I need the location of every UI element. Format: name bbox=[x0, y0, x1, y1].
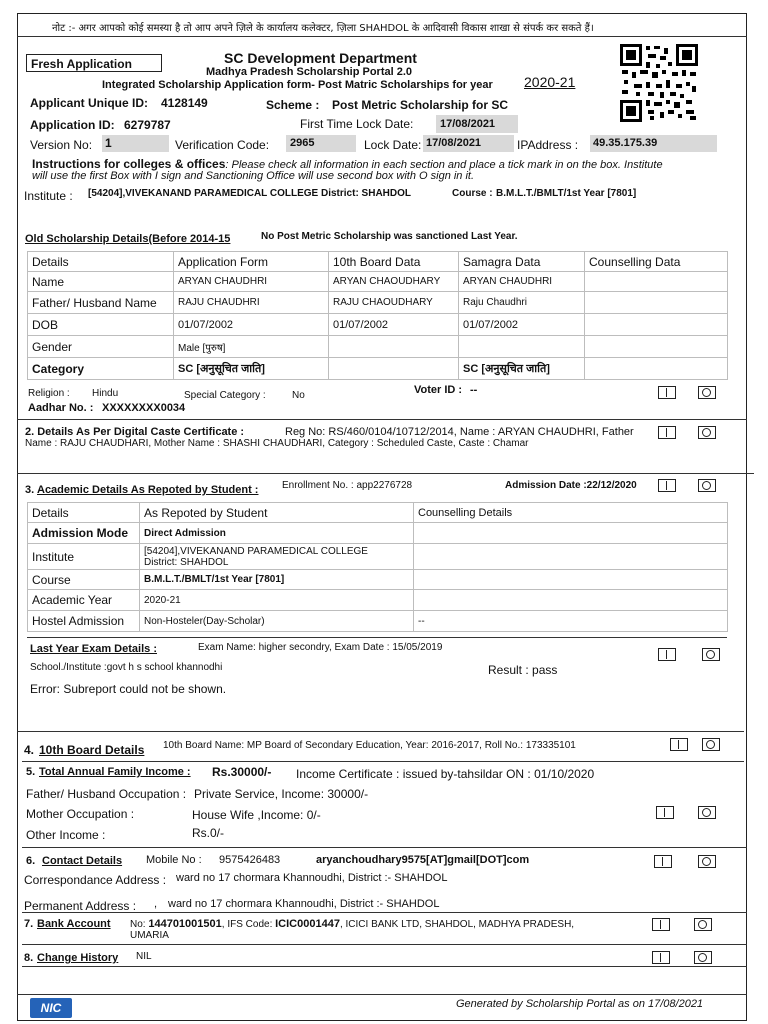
caste-certificate-line2: Name : RAJU CHAUDHARI, Mother Name : SHASHI CHAUDHARI, Category : Scheduled Caste, Caste : Chamar bbox=[25, 438, 529, 449]
academic-row-label: Admission Mode bbox=[28, 523, 140, 544]
old-scholarship-note: No Post Metric Scholarship was sanctioned Last Year. bbox=[261, 231, 518, 242]
ifs-label: , IFS Code: bbox=[221, 919, 273, 930]
ip-value: 49.35.175.39 bbox=[590, 135, 717, 152]
academic-row-label: Hostel Admission bbox=[28, 611, 140, 632]
old-scholarship-title: Old Scholarship Details(Before 2014-15 bbox=[25, 233, 231, 245]
last-exam-details: Exam Name: higher secondry, Exam Date : 15/05/2019 bbox=[198, 642, 443, 653]
lock-date-label: Lock Date: bbox=[364, 138, 422, 152]
details-cell bbox=[459, 336, 585, 358]
permanent-separator: , bbox=[154, 898, 158, 910]
academic-table bbox=[27, 502, 728, 632]
details-cell: ARYAN CHAOUDHARY bbox=[329, 272, 459, 292]
institute-check-box[interactable] bbox=[658, 479, 676, 492]
enrollment-number: Enrollment No. : app2276728 bbox=[282, 480, 413, 491]
academic-row-label: Academic Year bbox=[28, 590, 140, 611]
bank-account-number: 144701001501 bbox=[148, 918, 222, 930]
instructions-title: Instructions for colleges & offices bbox=[32, 157, 226, 171]
details-cell: RAJU CHAUDHRI bbox=[174, 292, 329, 314]
first-lock-label: First Time Lock Date: bbox=[300, 117, 414, 131]
institute-value: [54204],VIVEKANAND PARAMEDICAL COLLEGE District: SHAHDOL bbox=[88, 188, 412, 199]
details-cell: ARYAN CHAUDHRI bbox=[174, 272, 329, 292]
subreport-error: Error: Subreport could not be shown. bbox=[30, 682, 227, 696]
verification-label: Verification Code: bbox=[175, 138, 270, 152]
academic-header-student: As Repoted by Student bbox=[140, 503, 414, 523]
mother-occupation-label: Mother Occupation : bbox=[26, 807, 135, 821]
caste-certificate-line1: Reg No: RS/460/0104/10712/2014, Name : ARYAN CHAUDHRI, Father bbox=[285, 426, 634, 438]
instructions-line2: will use the first Box with I sign and Sanctioning Office will use second box with O sign in it. bbox=[32, 170, 475, 182]
institute-check-box[interactable] bbox=[670, 738, 688, 751]
change-history-value: NIL bbox=[136, 951, 152, 962]
notice-text: नोट :- अगर आपको कोई समस्या है तो आप अपने ज़िले के कार्यालय कलेक्टर, ज़िला SHAHDOL के आदिवासी विकास शाखा से संपर्क कर सकते हैं। bbox=[52, 23, 594, 34]
details-cell: 01/07/2002 bbox=[459, 314, 585, 336]
details-header-application-form: Application Form bbox=[174, 252, 329, 272]
details-table bbox=[27, 251, 728, 380]
income-certificate: Income Certificate : issued by-tahsildar ON : 01/10/2020 bbox=[296, 767, 595, 781]
voter-id-label: Voter ID : bbox=[414, 384, 463, 396]
bank-name: , ICICI BANK LTD, SHAHDOL, MADHYA PRADESH, bbox=[339, 919, 575, 930]
version-value: 1 bbox=[102, 135, 169, 152]
unique-id-label: Applicant Unique ID: bbox=[30, 96, 148, 110]
office-check-box[interactable] bbox=[698, 386, 716, 399]
religion-value: Hindu bbox=[92, 388, 119, 399]
details-cell bbox=[585, 292, 728, 314]
details-header-10th-board: 10th Board Data bbox=[329, 252, 459, 272]
other-income-value: Rs.0/- bbox=[192, 826, 225, 840]
office-check-box[interactable] bbox=[694, 918, 712, 931]
religion-label: Religion : bbox=[28, 388, 70, 399]
details-cell: SC [अनुसूचित जाति] bbox=[174, 358, 329, 380]
special-category-label: Special Category : bbox=[184, 390, 266, 401]
details-cell bbox=[585, 358, 728, 380]
voter-id-value: -- bbox=[470, 384, 478, 396]
office-check-box[interactable] bbox=[698, 855, 716, 868]
ifs-code: ICIC0001447 bbox=[275, 918, 340, 930]
institute-check-box[interactable] bbox=[654, 855, 672, 868]
application-id-value: 6279787 bbox=[124, 118, 171, 132]
last-exam-result: Result : pass bbox=[488, 663, 558, 677]
version-label: Version No: bbox=[30, 138, 93, 152]
other-income-label: Other Income : bbox=[26, 828, 106, 842]
tenth-board-details: 10th Board Name: MP Board of Secondary Education, Year: 2016-2017, Roll No.: 173335101 bbox=[163, 740, 576, 751]
verification-code: 2965 bbox=[286, 135, 356, 152]
permanent-label: Permanent Address : bbox=[24, 899, 137, 913]
contact-prefix: 6. bbox=[26, 855, 36, 867]
father-occupation-value: Private Service, Income: 30000/- bbox=[194, 787, 369, 801]
details-cell: ARYAN CHAUDHRI bbox=[459, 272, 585, 292]
details-cell bbox=[585, 272, 728, 292]
last-exam-title: Last Year Exam Details : bbox=[30, 643, 157, 655]
details-row-label: Father/ Husband Name bbox=[28, 292, 174, 314]
tenth-board-title: 10th Board Details bbox=[39, 743, 145, 757]
correspondence-label: Correspondance Address : bbox=[24, 873, 167, 887]
tenth-board-prefix: 4. bbox=[24, 743, 35, 757]
institute-check-box[interactable] bbox=[652, 951, 670, 964]
qr-code bbox=[620, 44, 698, 122]
academic-header-details: Details bbox=[28, 503, 140, 523]
academic-row-label: Institute bbox=[28, 544, 140, 570]
change-history-prefix: 8. bbox=[24, 952, 34, 964]
academic-cell: Non-Hosteler(Day-Scholar) bbox=[140, 611, 414, 632]
office-check-box[interactable] bbox=[698, 479, 716, 492]
correspondence-value: ward no 17 chormara Khannoudhi, District :- SHAHDOL bbox=[176, 872, 448, 884]
institute-check-box[interactable] bbox=[652, 918, 670, 931]
details-cell bbox=[585, 314, 728, 336]
office-check-box[interactable] bbox=[702, 738, 720, 751]
permanent-value: ward no 17 chormara Khannoudhi, District :- SHAHDOL bbox=[168, 898, 440, 910]
lock-date-value: 17/08/2021 bbox=[423, 135, 514, 152]
income-value: Rs.30000/- bbox=[212, 765, 272, 779]
contact-title: Contact Details bbox=[42, 855, 123, 867]
details-cell bbox=[329, 358, 459, 380]
academic-cell: 2020-21 bbox=[140, 590, 414, 611]
income-title: Total Annual Family Income : bbox=[39, 766, 191, 778]
mobile-label: Mobile No : bbox=[146, 854, 202, 866]
bank-no-label: No: bbox=[130, 919, 146, 930]
academic-row-label: Course bbox=[28, 570, 140, 590]
mobile-value: 9575426483 bbox=[219, 854, 281, 866]
last-exam-school: School./Institute :govt h s school khannodhi bbox=[30, 662, 223, 673]
nic-logo: NIC bbox=[30, 998, 72, 1018]
office-check-box[interactable] bbox=[694, 951, 712, 964]
scheme-value: Post Metric Scholarship for SC bbox=[332, 98, 509, 112]
caste-certificate-title: 2. Details As Per Digital Caste Certificate : bbox=[25, 426, 245, 438]
institute-check-box[interactable] bbox=[658, 386, 676, 399]
academic-cell-institute bbox=[140, 544, 414, 570]
instructions-line1: : Please check all information in each section and place a tick mark in on the box. Institute bbox=[225, 159, 663, 171]
income-prefix: 5. bbox=[26, 766, 36, 778]
bank-title: Bank Account bbox=[37, 918, 111, 930]
academic-cell: Direct Admission bbox=[140, 523, 414, 544]
institute-check-box[interactable] bbox=[658, 648, 676, 661]
details-header-details: Details bbox=[28, 252, 174, 272]
unique-id-value: 4128149 bbox=[161, 96, 208, 110]
office-check-box[interactable] bbox=[702, 648, 720, 661]
academic-details-prefix: 3. bbox=[25, 484, 35, 496]
admission-date: Admission Date :22/12/2020 bbox=[505, 480, 637, 491]
special-category-value: No bbox=[292, 390, 305, 401]
details-row-label: DOB bbox=[28, 314, 174, 336]
aadhar-label: Aadhar No. : bbox=[28, 402, 94, 414]
details-cell bbox=[329, 336, 459, 358]
academic-institute-line1: [54204],VIVEKANAND PARAMEDICAL COLLEGE bbox=[144, 545, 368, 557]
details-row-label: Name bbox=[28, 272, 174, 292]
details-cell: Male [पुरुष] bbox=[174, 336, 329, 358]
details-cell: SC [अनुसूचित जाति] bbox=[459, 358, 585, 380]
academic-cell: B.M.L.T./BMLT/1st Year [7801] bbox=[140, 570, 414, 590]
details-header-counselling: Counselling Data bbox=[585, 252, 728, 272]
academic-cell: -- bbox=[414, 611, 728, 632]
details-cell: RAJU CHAOUDHARY bbox=[329, 292, 459, 314]
instructions bbox=[32, 157, 663, 171]
details-cell: 01/07/2002 bbox=[329, 314, 459, 336]
office-check-box[interactable] bbox=[698, 426, 716, 439]
bank-account-line bbox=[130, 918, 574, 930]
email-value: aryanchoudhary9575[AT]gmail[DOT]com bbox=[316, 854, 530, 866]
bank-prefix: 7. bbox=[24, 918, 34, 930]
form-title: Integrated Scholarship Application form- Post Matric Scholarships for year bbox=[102, 79, 493, 91]
ip-label: IPAddress : bbox=[517, 138, 579, 152]
institute-check-box[interactable] bbox=[656, 806, 674, 819]
mother-occupation-value: House Wife ,Income: 0/- bbox=[192, 808, 321, 822]
father-occupation-label: Father/ Husband Occupation : bbox=[26, 787, 187, 801]
office-check-box[interactable] bbox=[698, 806, 716, 819]
course-label: Course : bbox=[452, 188, 493, 199]
form-year: 2020-21 bbox=[524, 74, 576, 90]
aadhar-value: XXXXXXXX0034 bbox=[102, 402, 186, 414]
details-header-samagra: Samagra Data bbox=[459, 252, 585, 272]
department-title: SC Development Department bbox=[224, 50, 417, 66]
portal-title: Madhya Pradesh Scholarship Portal 2.0 bbox=[206, 66, 413, 78]
scheme-label: Scheme : bbox=[266, 98, 320, 112]
details-cell bbox=[585, 336, 728, 358]
academic-details-title: Academic Details As Repoted by Student : bbox=[37, 484, 259, 496]
bank-branch: UMARIA bbox=[130, 930, 169, 941]
details-cell: 01/07/2002 bbox=[174, 314, 329, 336]
academic-cell bbox=[414, 523, 728, 544]
change-history-title: Change History bbox=[37, 952, 119, 964]
application-id-label: Application ID: bbox=[30, 118, 115, 132]
academic-cell bbox=[414, 590, 728, 611]
academic-institute-line2: District: SHAHDOL bbox=[144, 556, 229, 568]
academic-cell bbox=[414, 544, 728, 570]
details-row-label: Category bbox=[28, 358, 174, 380]
details-row-label: Gender bbox=[28, 336, 174, 358]
institute-label: Institute : bbox=[24, 189, 73, 203]
course-value: B.M.L.T./BMLT/1st Year [7801] bbox=[496, 188, 637, 199]
generated-note: Generated by Scholarship Portal as on 17/08/2021 bbox=[456, 998, 704, 1010]
institute-check-box[interactable] bbox=[658, 426, 676, 439]
academic-cell bbox=[414, 570, 728, 590]
application-type-badge: Fresh Application bbox=[26, 54, 162, 72]
first-lock-date: 17/08/2021 bbox=[436, 115, 518, 133]
academic-header-counselling: Counselling Details bbox=[414, 503, 728, 523]
details-cell: Raju Chaudhri bbox=[459, 292, 585, 314]
